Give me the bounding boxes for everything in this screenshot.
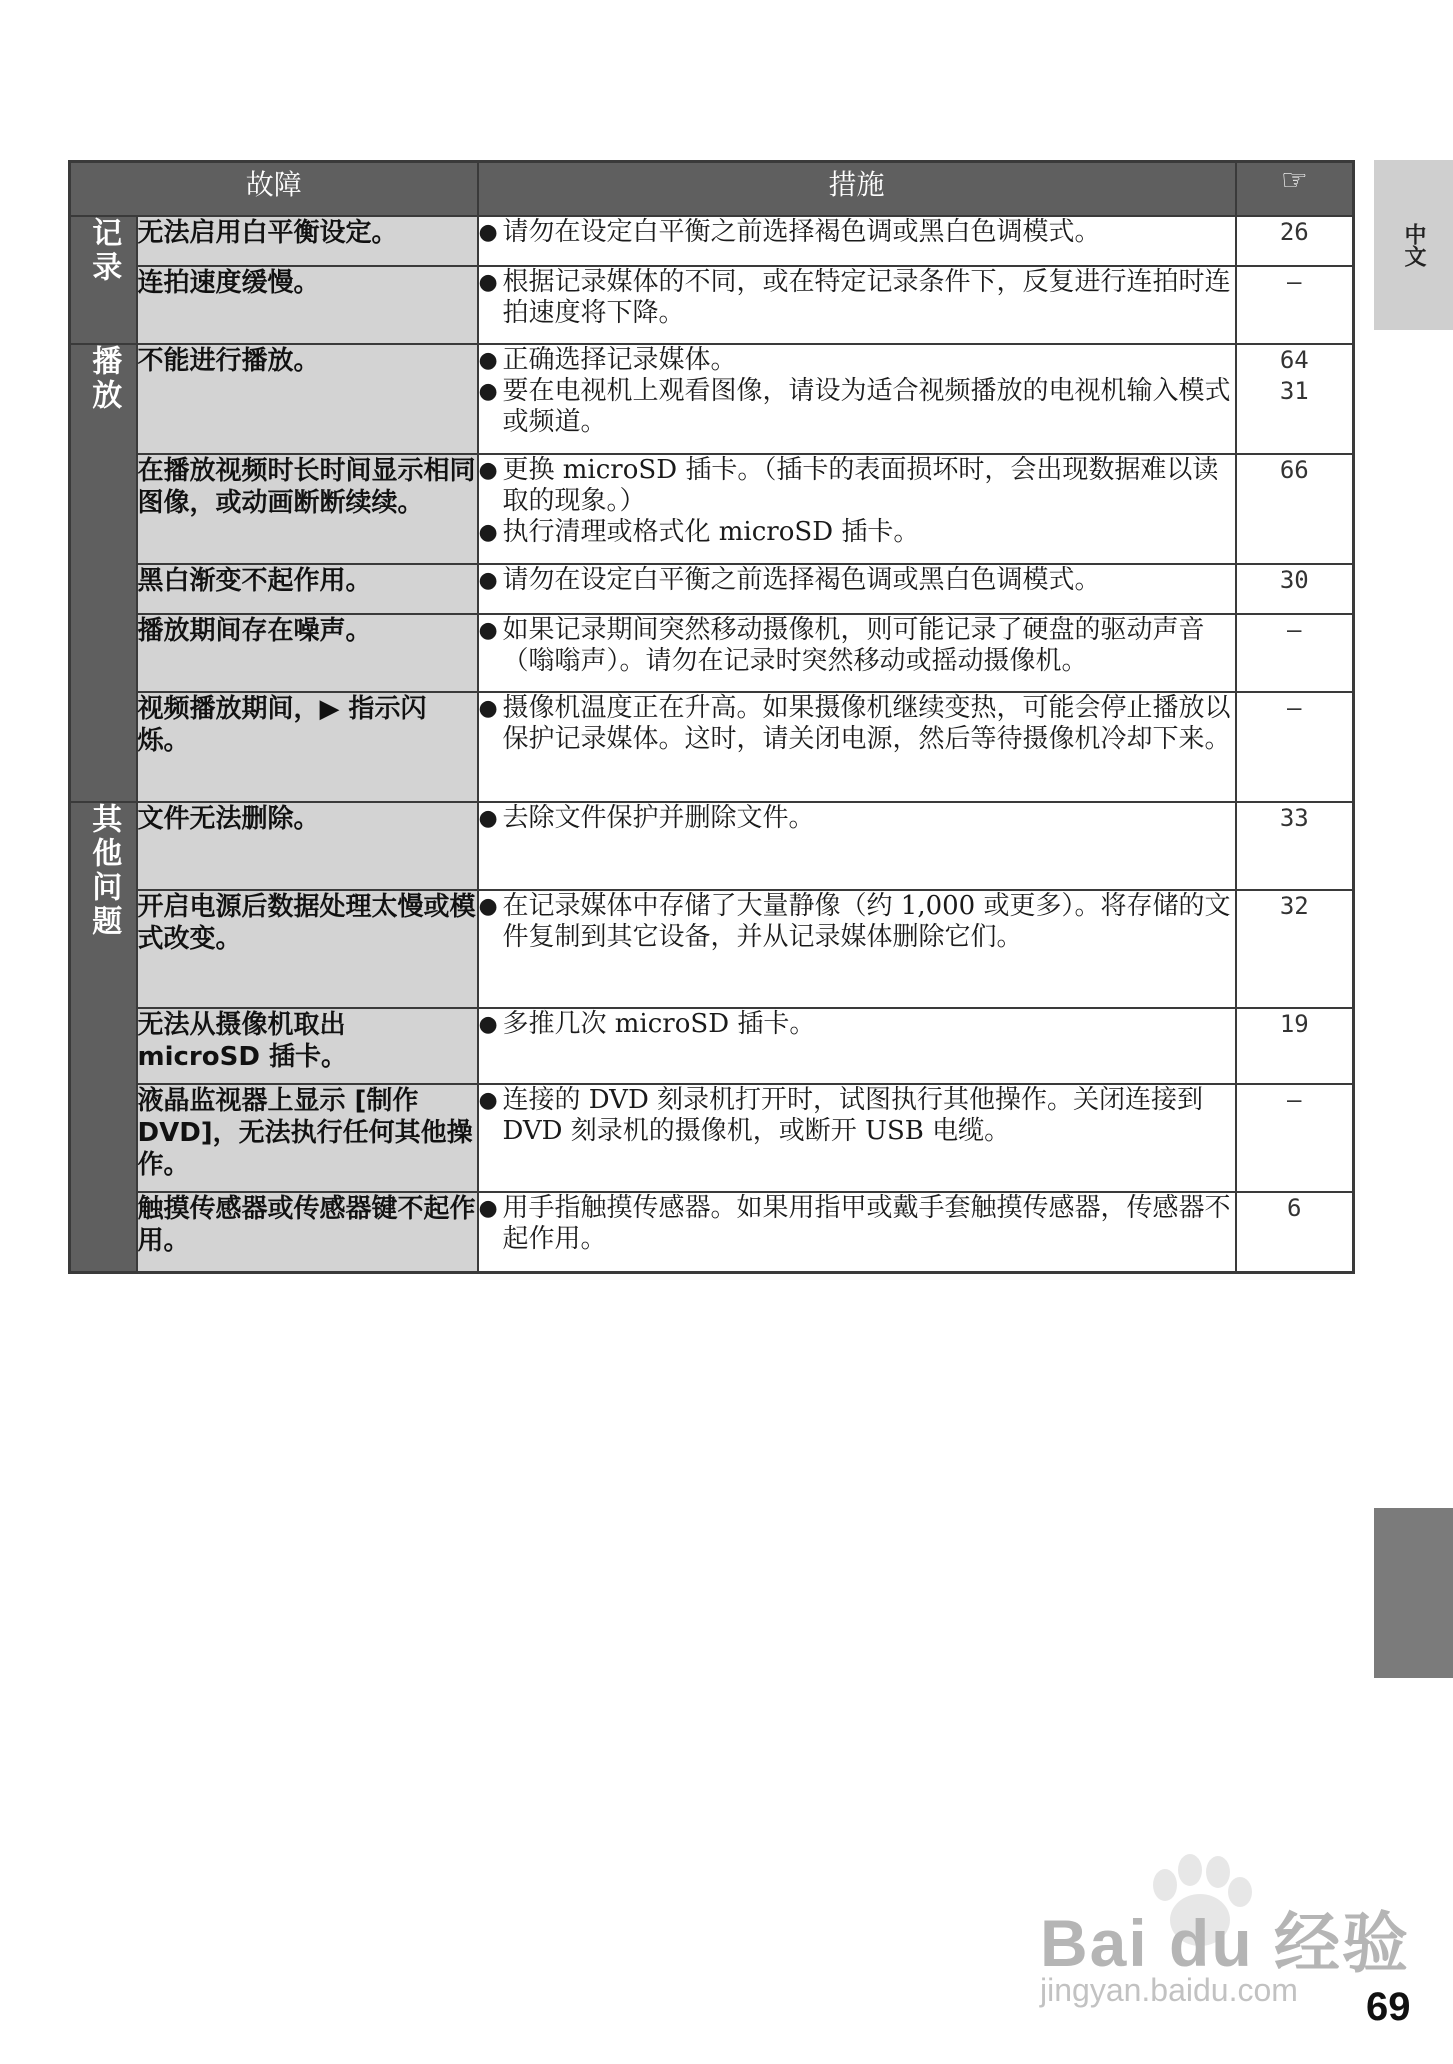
page-ref: 66 bbox=[1236, 454, 1354, 564]
troubleshooting-table bbox=[68, 160, 1355, 1274]
table-row bbox=[70, 692, 1354, 802]
watermark-brand: Bai du 经验 bbox=[1040, 1906, 1411, 1980]
action-cell bbox=[478, 890, 1236, 1008]
page-ref: – bbox=[1236, 692, 1354, 802]
problem-cell: 液晶监视器上显示 [制作 DVD]，无法执行任何其他操作。 bbox=[137, 1084, 478, 1192]
table-row bbox=[70, 344, 1354, 454]
action-cell bbox=[478, 614, 1236, 692]
table-row bbox=[70, 1008, 1354, 1084]
action-cell bbox=[478, 1008, 1236, 1084]
action-cell bbox=[478, 1084, 1236, 1192]
action-item: ● 执行清理或格式化 microSD 插卡。 bbox=[478, 517, 920, 547]
action-cell bbox=[478, 266, 1236, 344]
category-label: 播放 bbox=[70, 344, 137, 802]
action-item: ● 连接的 DVD 刻录机打开时，试图执行其他操作。关闭连接到 DVD 刻录机的摄像机，或断开 USB 电缆。 bbox=[478, 1085, 1204, 1146]
category-label: 记录 bbox=[70, 216, 137, 344]
page-ref: – bbox=[1236, 266, 1354, 344]
action-item: ● 更换 microSD 插卡。（插卡的表面损坏时，会出现数据难以读取的现象。） bbox=[478, 455, 1219, 516]
action-cell bbox=[478, 802, 1236, 890]
action-cell bbox=[478, 344, 1236, 454]
problem-cell: 在播放视频时长时间显示相同图像，或动画断断续续。 bbox=[137, 454, 478, 564]
action-item: ● 如果记录期间突然移动摄像机，则可能记录了硬盘的驱动声音（嗡嗡声）。请勿在记录时突然移动或摇动摄像机。 bbox=[478, 615, 1205, 676]
language-tab bbox=[1374, 160, 1453, 330]
page-number: 69 bbox=[1366, 1985, 1411, 2029]
section-tab bbox=[1374, 1508, 1453, 1678]
table-row bbox=[70, 564, 1354, 614]
action-cell bbox=[478, 454, 1236, 564]
table-row bbox=[70, 890, 1354, 1008]
action-item: ● 要在电视机上观看图像，请设为适合视频播放的电视机输入模式或频道。 bbox=[478, 376, 1231, 437]
table-row bbox=[70, 454, 1354, 564]
table-row bbox=[70, 802, 1354, 890]
action-item: ● 请勿在设定白平衡之前选择褐色调或黑白色调模式。 bbox=[478, 565, 1101, 595]
category-label: 其他问题 bbox=[70, 802, 137, 1272]
problem-cell: 不能进行播放。 bbox=[137, 344, 478, 454]
problem-cell: 黑白渐变不起作用。 bbox=[137, 564, 478, 614]
action-cell bbox=[478, 692, 1236, 802]
header-problem: 故障 bbox=[70, 162, 478, 217]
pointing-hand-icon: ☞ bbox=[1236, 162, 1354, 217]
problem-cell: 文件无法删除。 bbox=[137, 802, 478, 890]
problem-cell: 无法从摄像机取出 microSD 插卡。 bbox=[137, 1008, 478, 1084]
table-row bbox=[70, 216, 1354, 266]
table-row bbox=[70, 1192, 1354, 1272]
page-ref: 19 bbox=[1236, 1008, 1354, 1084]
header-action: 措施 bbox=[478, 162, 1236, 217]
table-header-row bbox=[70, 162, 1354, 217]
action-item: ● 正确选择记录媒体。 bbox=[478, 345, 737, 375]
action-item: ● 请勿在设定白平衡之前选择褐色调或黑白色调模式。 bbox=[478, 217, 1101, 247]
action-cell bbox=[478, 216, 1236, 266]
problem-cell: 视频播放期间，▶ 指示闪烁。 bbox=[137, 692, 478, 802]
page-ref: 6 bbox=[1236, 1192, 1354, 1272]
table-row bbox=[70, 1084, 1354, 1192]
action-item: ● 在记录媒体中存储了大量静像（约 1,000 或更多）。将存储的文件复制到其它设备，并从记录媒体删除它们。 bbox=[478, 891, 1231, 952]
page-ref: – bbox=[1236, 1084, 1354, 1192]
problem-cell: 触摸传感器或传感器键不起作用。 bbox=[137, 1192, 478, 1272]
table-row bbox=[70, 614, 1354, 692]
page-ref: 30 bbox=[1236, 564, 1354, 614]
action-cell bbox=[478, 1192, 1236, 1272]
table-row bbox=[70, 266, 1354, 344]
watermark-url: jingyan.baidu.com bbox=[1040, 1972, 1298, 2008]
page-ref: 64 31 bbox=[1236, 344, 1354, 454]
action-item: ● 用手指触摸传感器。如果用指甲或戴手套触摸传感器，传感器不起作用。 bbox=[478, 1193, 1231, 1254]
action-item: ● 去除文件保护并删除文件。 bbox=[478, 803, 815, 833]
action-item: ● 摄像机温度正在升高。如果摄像机继续变热，可能会停止播放以保护记录媒体。这时，请关闭电源，然后等待摄像机冷却下来。 bbox=[478, 693, 1231, 754]
page-ref: 32 bbox=[1236, 890, 1354, 1008]
page-ref: – bbox=[1236, 614, 1354, 692]
problem-cell: 开启电源后数据处理太慢或模式改变。 bbox=[137, 890, 478, 1008]
action-item: ● 多推几次 microSD 插卡。 bbox=[478, 1009, 816, 1039]
page-ref: 33 bbox=[1236, 802, 1354, 890]
action-cell bbox=[478, 564, 1236, 614]
action-item: ● 根据记录媒体的不同，或在特定记录条件下，反复进行连拍时连拍速度将下降。 bbox=[478, 267, 1231, 328]
problem-cell: 播放期间存在噪声。 bbox=[137, 614, 478, 692]
problem-cell: 无法启用白平衡设定。 bbox=[137, 216, 478, 266]
page-ref: 26 bbox=[1236, 216, 1354, 266]
problem-cell: 连拍速度缓慢。 bbox=[137, 266, 478, 344]
language-tab-label: 中文 bbox=[1401, 223, 1426, 267]
